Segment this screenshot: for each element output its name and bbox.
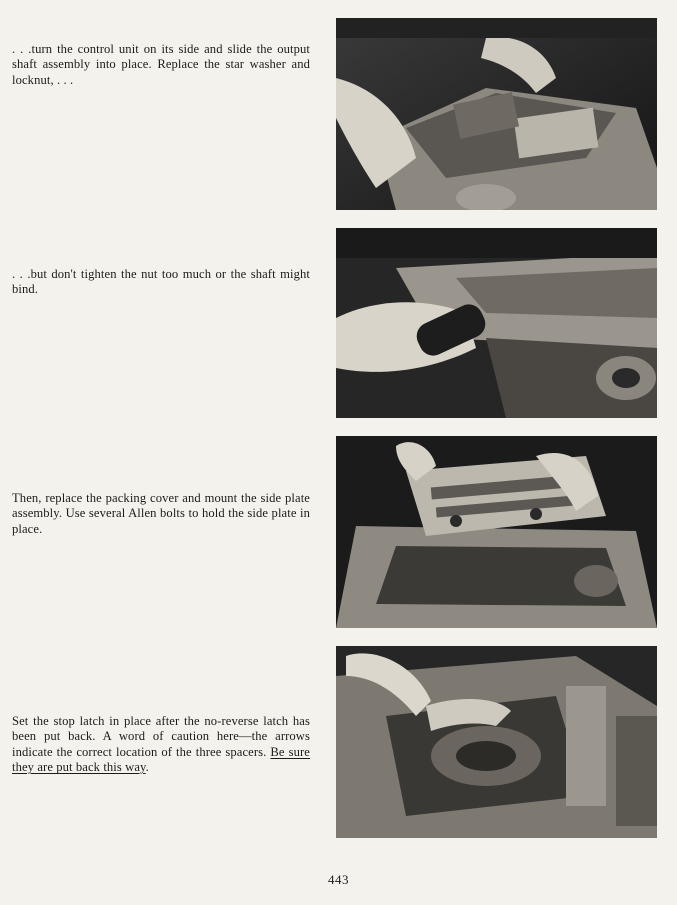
photo-locknut bbox=[336, 228, 657, 418]
caption-nut-warning: . . .but don't tighten the nut too much or the shaft might bind. bbox=[12, 267, 310, 297]
caption-stop-latch bbox=[12, 714, 310, 776]
photo-side-plate bbox=[336, 436, 657, 628]
caption-side-plate: Then, replace the packing cover and mount the side plate assembly. Use several Allen bolts to hold the side plate in place. bbox=[12, 491, 310, 536]
caption-stop-latch-text: Set the stop latch in place after the no-reverse latch has been put back. A word of caution here—the arrows indicate the correct location of the three spacers. bbox=[12, 714, 310, 759]
caption-stop-latch-emphasis: Be sure they are put back this way bbox=[12, 744, 310, 775]
photo-stop-latch bbox=[336, 646, 657, 838]
caption-stop-latch-end: . bbox=[145, 760, 149, 775]
photo-output-shaft bbox=[336, 18, 657, 210]
caption-output-shaft: . . .turn the control unit on its side and slide the output shaft assembly into place. Replace the star washer and locknut, . . . bbox=[12, 42, 310, 87]
page-number: 443 bbox=[328, 872, 349, 887]
